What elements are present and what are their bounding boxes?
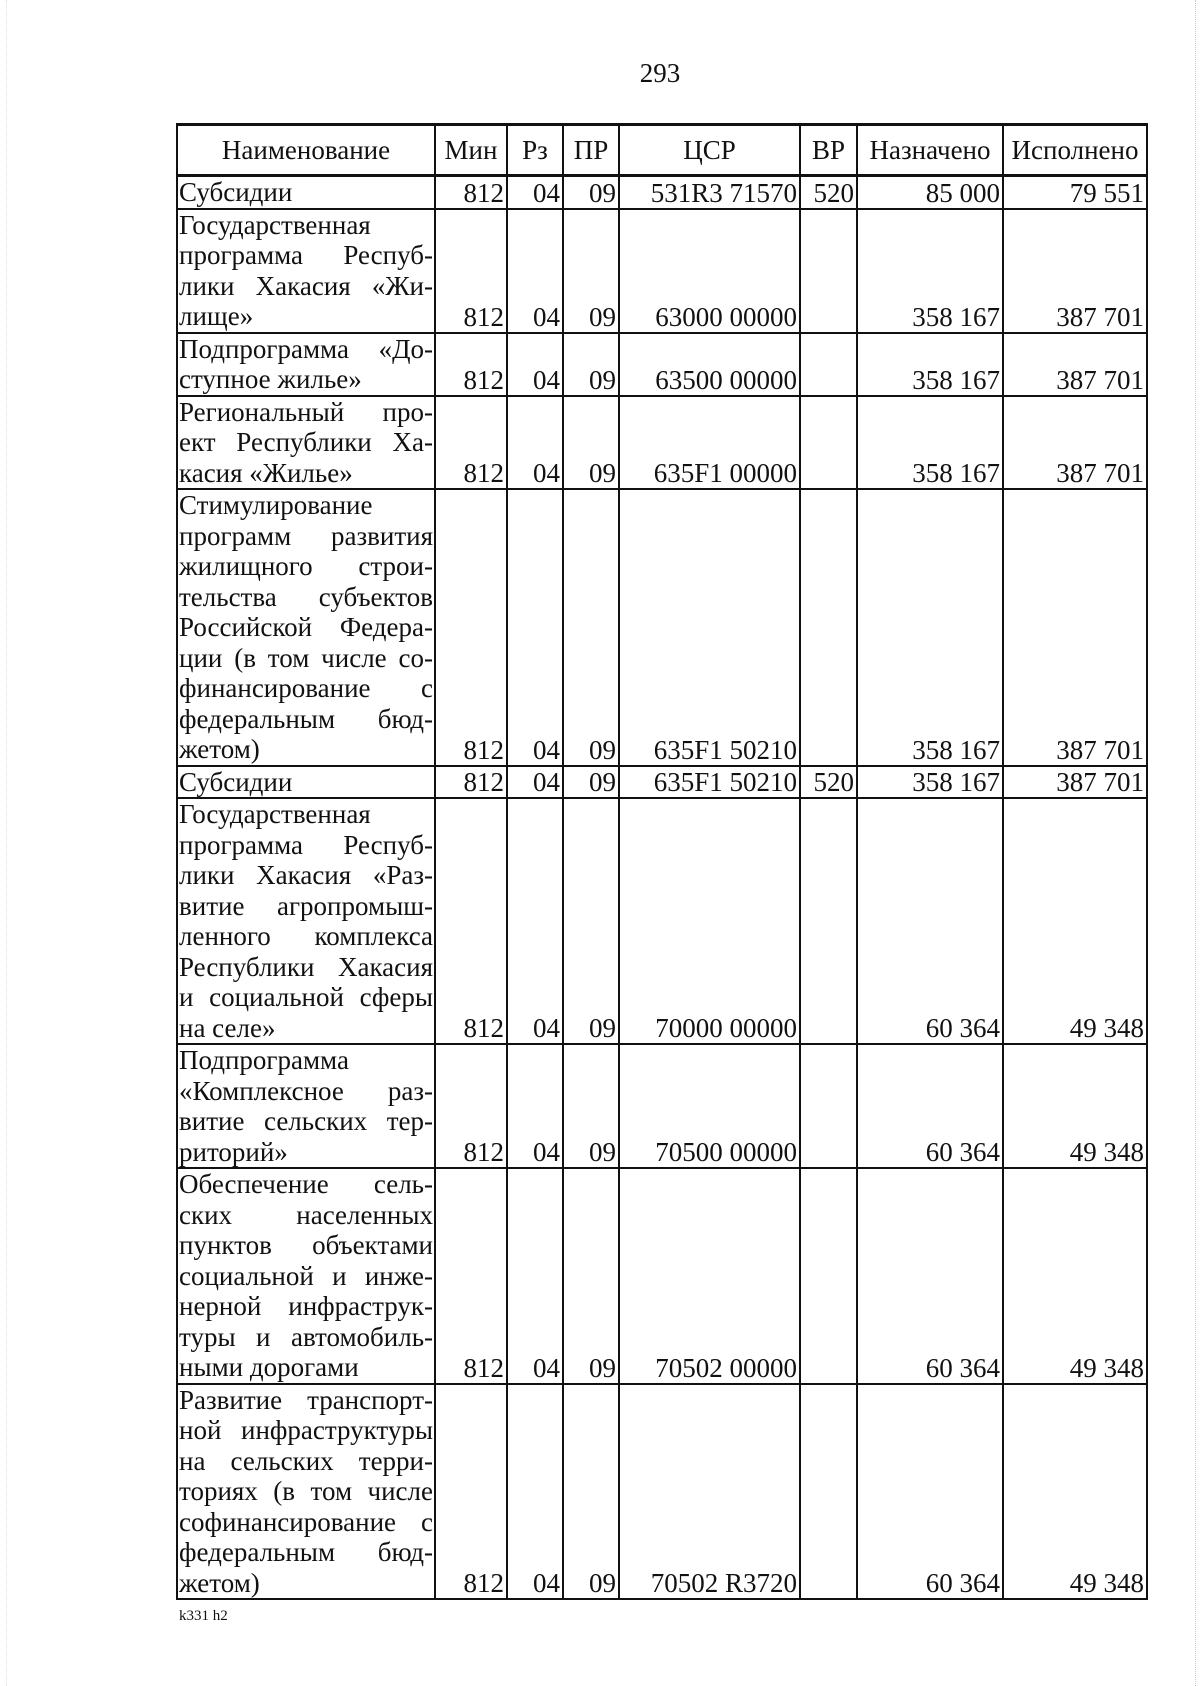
- row-pr: 09: [563, 396, 619, 490]
- table-row: [177, 396, 1147, 490]
- row-csr: 635F1 50210: [619, 766, 800, 799]
- row-min: 812: [435, 1168, 507, 1384]
- table-row: [177, 798, 1147, 1044]
- row-rz: 04: [507, 1044, 563, 1168]
- table-row: [177, 766, 1147, 799]
- header-name: Наименование: [177, 125, 435, 176]
- row-pr: 09: [563, 1384, 619, 1600]
- table-header-row: [177, 125, 1147, 176]
- row-rz: 04: [507, 766, 563, 799]
- row-csr: 63500 00000: [619, 333, 800, 396]
- row-assigned: 358 167: [857, 333, 1003, 396]
- row-name: Государственная программа Респуб-лики Хакасия «Раз-витие агропромыш-ленного комплекса Республики Хакасия и социальной сферы на селе»: [179, 799, 433, 1043]
- header-pr: ПР: [563, 125, 619, 176]
- table-row: [177, 1384, 1147, 1600]
- row-assigned: 358 167: [857, 489, 1003, 766]
- row-rz: 04: [507, 209, 563, 333]
- header-csr: ЦСР: [619, 125, 800, 176]
- row-assigned: 60 364: [857, 1384, 1003, 1600]
- row-executed: 387 701: [1003, 489, 1147, 766]
- row-rz: 04: [507, 798, 563, 1044]
- row-min: 812: [435, 176, 507, 209]
- scan-edge-right: [1189, 0, 1196, 1686]
- row-min: 812: [435, 209, 507, 333]
- row-vr: [800, 209, 857, 333]
- row-rz: 04: [507, 489, 563, 766]
- table-row: [177, 1168, 1147, 1384]
- row-min: 812: [435, 798, 507, 1044]
- row-vr: [800, 333, 857, 396]
- row-executed: 49 348: [1003, 798, 1147, 1044]
- row-executed: 387 701: [1003, 209, 1147, 333]
- row-name: Подпрограмма «До-ступное жилье»: [179, 333, 433, 394]
- row-csr: 70000 00000: [619, 798, 800, 1044]
- table-row: [177, 1044, 1147, 1168]
- row-vr: 520: [800, 766, 857, 799]
- row-name: Стимулирование программ развития жилищного строи-тельства субъектов Российской Федера-ции (в том числе со-финансирование с федеральным бюд-жетом): [179, 490, 433, 764]
- row-min: 812: [435, 1384, 507, 1600]
- row-pr: 09: [563, 1168, 619, 1384]
- header-assigned: Назначено: [857, 125, 1003, 176]
- footer-document-code: k331 h2: [179, 1608, 228, 1624]
- row-rz: 04: [507, 1168, 563, 1384]
- row-pr: 09: [563, 176, 619, 209]
- row-min: 812: [435, 489, 507, 766]
- row-name: Развитие транспорт-ной инфраструктуры на сельских терри-ториях (в том числе софинансирование с федеральным бюд-жетом): [179, 1384, 433, 1598]
- row-csr: 635F1 50210: [619, 489, 800, 766]
- row-name: Субсидии: [177, 176, 435, 209]
- row-vr: 520: [800, 176, 857, 209]
- row-vr: [800, 489, 857, 766]
- row-executed: 79 551: [1003, 176, 1147, 209]
- header-rz: Рз: [507, 125, 563, 176]
- row-csr: 531R3 71570: [619, 176, 800, 209]
- row-min: 812: [435, 766, 507, 799]
- row-executed: 387 701: [1003, 333, 1147, 396]
- row-name: Субсидии: [177, 766, 435, 799]
- row-pr: 09: [563, 333, 619, 396]
- table-row: [177, 333, 1147, 396]
- row-csr: 70500 00000: [619, 1044, 800, 1168]
- row-vr: [800, 1044, 857, 1168]
- row-assigned: 358 167: [857, 766, 1003, 799]
- table-row: [177, 489, 1147, 766]
- row-csr: 70502 R3720: [619, 1384, 800, 1600]
- row-assigned: 358 167: [857, 209, 1003, 333]
- row-name: Обеспечение сель-ских населенных пунктов объектами социальной и инже-нерной инфраструк-туры и автомобиль-ными дорогами: [179, 1169, 433, 1382]
- table-row: [177, 176, 1147, 209]
- scan-edge-left: [6, 0, 9, 1686]
- row-pr: 09: [563, 1044, 619, 1168]
- header-vr: ВР: [800, 125, 857, 176]
- budget-table: [176, 123, 1148, 1600]
- row-assigned: 60 364: [857, 1168, 1003, 1384]
- row-min: 812: [435, 333, 507, 396]
- row-assigned: 85 000: [857, 176, 1003, 209]
- table-row: [177, 209, 1147, 333]
- row-name: Региональный про-ект Республики Ха-касия «Жилье»: [179, 396, 433, 488]
- row-pr: 09: [563, 209, 619, 333]
- row-executed: 49 348: [1003, 1384, 1147, 1600]
- row-rz: 04: [507, 1384, 563, 1600]
- row-vr: [800, 1384, 857, 1600]
- row-assigned: 60 364: [857, 798, 1003, 1044]
- row-csr: 70502 00000: [619, 1168, 800, 1384]
- row-csr: 63000 00000: [619, 209, 800, 333]
- row-rz: 04: [507, 333, 563, 396]
- table-body: [177, 176, 1147, 1600]
- row-pr: 09: [563, 766, 619, 799]
- row-rz: 04: [507, 396, 563, 490]
- row-min: 812: [435, 396, 507, 490]
- row-name: Государственная программа Респуб-лики Хакасия «Жи-лище»: [179, 209, 433, 331]
- row-csr: 635F1 00000: [619, 396, 800, 490]
- row-vr: [800, 798, 857, 1044]
- row-executed: 387 701: [1003, 396, 1147, 490]
- row-min: 812: [435, 1044, 507, 1168]
- row-pr: 09: [563, 489, 619, 766]
- row-name: Подпрограмма «Комплексное раз-витие сельских тер-риторий»: [179, 1045, 433, 1167]
- row-rz: 04: [507, 176, 563, 209]
- header-min: Мин: [435, 125, 507, 176]
- row-vr: [800, 1168, 857, 1384]
- row-vr: [800, 396, 857, 490]
- row-assigned: 358 167: [857, 396, 1003, 490]
- page-number: 293: [639, 58, 681, 88]
- row-executed: 49 348: [1003, 1168, 1147, 1384]
- header-executed: Исполнено: [1003, 125, 1147, 176]
- row-executed: 49 348: [1003, 1044, 1147, 1168]
- row-pr: 09: [563, 798, 619, 1044]
- row-assigned: 60 364: [857, 1044, 1003, 1168]
- row-executed: 387 701: [1003, 766, 1147, 799]
